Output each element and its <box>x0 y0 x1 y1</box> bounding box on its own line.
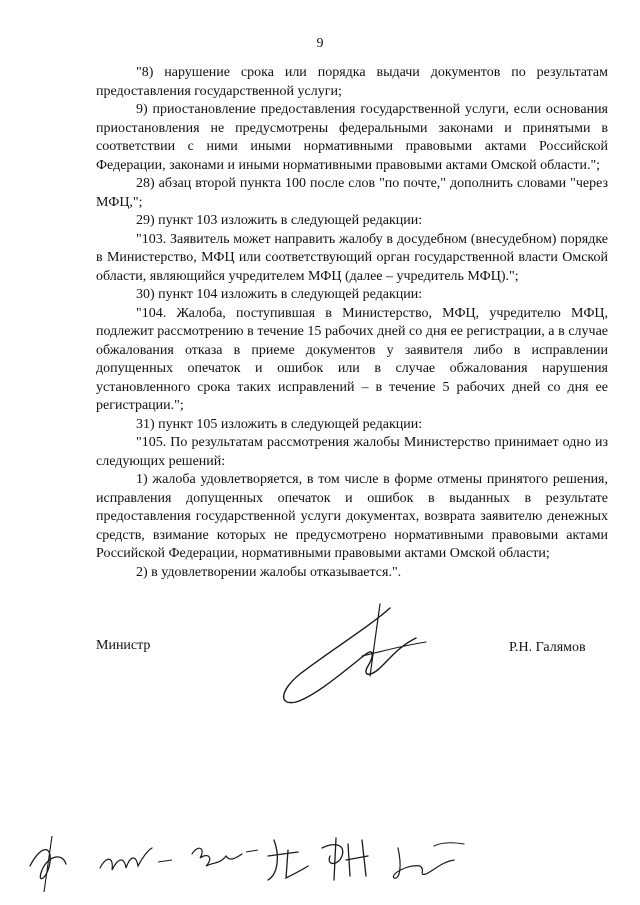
paragraph: 29) пункт 103 изложить в следующей редакции: <box>136 213 423 228</box>
paragraph: 1) жалоба удовлетворяется, в том числе в форме отмены принятого решения, исправления допущенных опечаток и ошибок в выданных в результате предоставления государственной услуги документах, возврата заявителю денежных средств, взимание которых не предусмотрено нормативными правовыми актами Российской Федерации, нормативными правовыми актами Омской области; <box>96 472 608 561</box>
signer-name: Р.Н. Галямов <box>509 640 586 655</box>
handwritten-signature <box>270 596 440 716</box>
paragraph: 9) приостановление предоставления государственной услуги, если основания приостановления не предусмотрены федеральными законами и принятыми в соответствии с ними иными нормативными правовыми актами Российской Федерации, законами и иными нормативными правовыми актами Омской области."; <box>96 102 608 173</box>
signer-position: Министр <box>96 638 151 653</box>
paragraph: 31) пункт 105 изложить в следующей редакции: <box>136 416 423 432</box>
approval-initials <box>22 826 482 896</box>
document-body <box>96 64 608 582</box>
paragraph: "104. Жалоба, поступившая в Министерство, МФЦ, учредителю МФЦ, подлежит рассмотрению в течение 15 рабочих дней со дня ее регистрации, а в случае обжалования отказа в приеме документов у заявителя либо в исправлении допущенных опечаток и ошибок или в случае обжалования нарушения установленного срока таких исправлений – в течение 5 рабочих дней со дня ее регистрации."; <box>96 305 608 413</box>
paragraph: "103. Заявитель может направить жалобу в досудебном (внесудебном) порядке в Министерство, МФЦ или соответствующий орган государственной власти Омской области, являющийся учредителем МФЦ (далее – учредитель МФЦ)."; <box>96 231 608 284</box>
paragraph: "8) нарушение срока или порядка выдачи документов по результатам предоставления государственной услуги; <box>96 65 608 99</box>
paragraph: "105. По результатам рассмотрения жалобы Министерство принимает одно из следующих решений: <box>96 435 608 469</box>
paragraph: 28) абзац второй пункта 100 после слов "по почте," дополнить словами "через МФЦ,"; <box>96 176 608 210</box>
paragraph: 30) пункт 104 изложить в следующей редакции: <box>136 287 423 302</box>
paragraph: 2) в удовлетворении жалобы отказывается.". <box>136 564 402 580</box>
page-number: 9 <box>316 36 324 51</box>
